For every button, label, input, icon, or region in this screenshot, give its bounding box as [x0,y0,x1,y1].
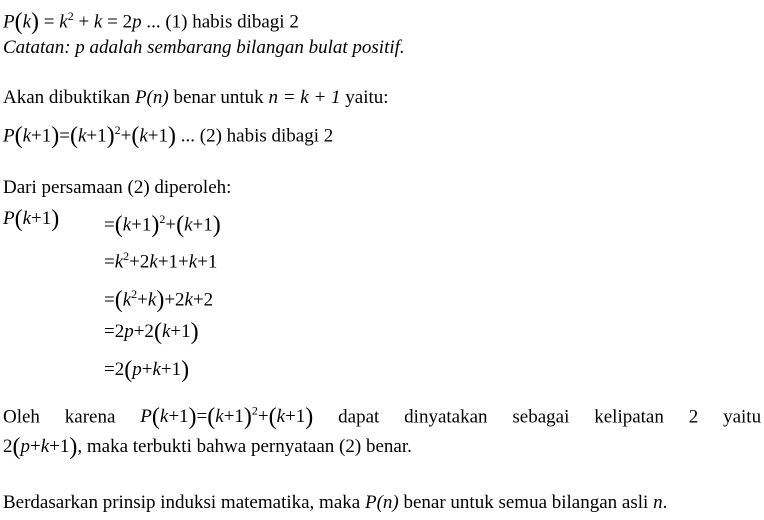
goal-text-b: benar untuk [168,87,269,108]
conclusion-word-3: sebagai [512,406,570,428]
final-text-b: benar untuk semua bilangan asli [398,492,654,513]
conclusion-line-2: 2(p+k+1), maka terbukti bahwa pernyataan (2) benar. [3,434,412,460]
derivation-lhs: P(k+1) [3,206,60,232]
caveat-line: Catatan: p adalah sembarang bilangan bulat positif. [3,37,405,58]
hypothesis-note: ... (1) habis dibagi 2 [141,11,299,33]
goal-pn: P(n) [134,87,169,108]
statement-line: $P(k+1)=(k+1)^2+(k+1)$ ... (2) habis dibagi 2 [3,123,334,150]
conclusion-text-a: Oleh karena [3,406,116,428]
conclusion-word-1: dapat [338,406,380,428]
conclusion-line [3,398,761,430]
goal-eq: n = k + 1 [268,87,341,108]
hypothesis-line: $P(k) = k^2 + k = 2p$ ... (1) habis dibagi 2 [3,9,299,36]
derivation-step-1: $=(k+1)^2+(k+1)$ [104,212,221,239]
conclusion-rest: , maka terbukti bahwa pernyataan (2) benar. [77,436,412,457]
final-end: . [662,492,668,513]
goal-text-c: yaitu: [340,87,389,108]
conclusion-word-2: dinyatakan [404,406,488,428]
conclusion-formula: $P(k+1)=(k+1)^2+(k+1)$ [140,404,314,431]
derivation-step-2: $=k^2+2k+1+k+1$ [104,249,218,273]
derivation-step-5: =2(p+k+1) [104,357,190,383]
conclusion-word-6: yaitu [723,406,762,428]
derivation-step-4: =2p+2(k+1) [104,319,199,345]
statement-note: ... (2) habis dibagi 2 [176,125,334,147]
goal-line [3,86,389,110]
final-line [3,491,667,515]
conclusion-word-4: kelipatan [594,406,664,428]
final-pn: P(n) [364,492,399,513]
derivation-intro: Dari persamaan (2) diperoleh: [3,177,232,198]
goal-text-a: Akan dibuktikan [3,87,135,108]
derivation-step-3: $=(k^2+k)+2k+2$ [104,287,214,314]
final-n: n [653,492,663,513]
final-text-a: Berdasarkan prinsip induksi matematika, maka [3,492,365,513]
conclusion-word-5: 2 [688,406,699,428]
formula-pk: P [3,11,15,33]
